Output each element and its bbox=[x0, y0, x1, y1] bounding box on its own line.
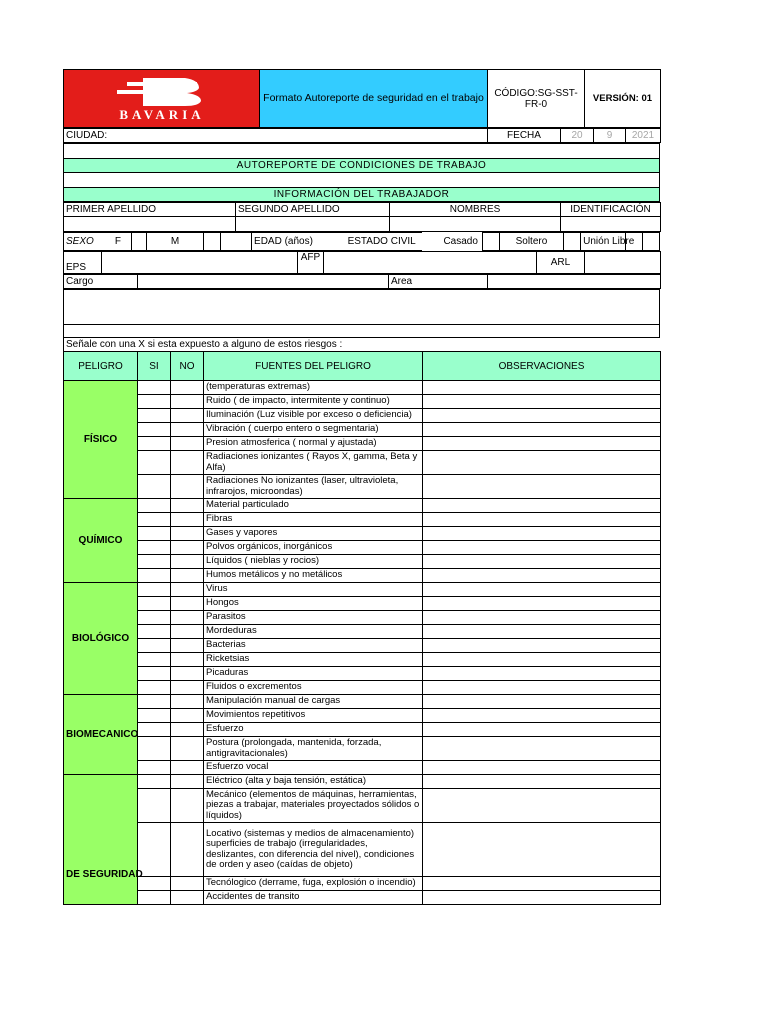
yes-cell[interactable] bbox=[138, 761, 171, 775]
yes-cell[interactable] bbox=[138, 437, 171, 451]
hazard-row bbox=[64, 381, 661, 395]
hazard-row bbox=[64, 639, 661, 653]
hazard-source: Bacterias bbox=[204, 639, 423, 653]
worker-section-title: INFORMACIÓN DEL TRABAJADOR bbox=[64, 188, 660, 202]
no-cell[interactable] bbox=[171, 499, 204, 513]
yes-cell[interactable] bbox=[138, 891, 171, 905]
hazard-row bbox=[64, 891, 661, 905]
no-cell[interactable] bbox=[171, 513, 204, 527]
form-header bbox=[63, 69, 661, 128]
no-cell[interactable] bbox=[171, 709, 204, 723]
col-header-yes: SI bbox=[138, 352, 171, 381]
hazard-row bbox=[64, 681, 661, 695]
observation-cell[interactable] bbox=[423, 381, 661, 395]
no-cell[interactable] bbox=[171, 695, 204, 709]
hazard-source: Esfuerzo vocal bbox=[204, 761, 423, 775]
hazard-source: Vibración ( cuerpo entero o segmentaria) bbox=[204, 423, 423, 437]
col-header-hazard: PELIGRO bbox=[64, 352, 138, 381]
bavaria-logo-icon bbox=[67, 70, 257, 124]
yes-cell[interactable] bbox=[138, 723, 171, 737]
sex-f-label: F bbox=[105, 233, 131, 251]
names-field[interactable] bbox=[390, 217, 561, 232]
city-label: CIUDAD: bbox=[64, 129, 488, 143]
yes-cell[interactable] bbox=[138, 597, 171, 611]
civil-status-label: ESTADO CIVIL bbox=[346, 233, 423, 251]
no-cell[interactable] bbox=[171, 639, 204, 653]
yes-cell[interactable] bbox=[138, 667, 171, 681]
observation-cell[interactable] bbox=[423, 761, 661, 775]
sex-f-checkbox[interactable] bbox=[131, 233, 146, 251]
no-cell[interactable] bbox=[171, 541, 204, 555]
observation-cell[interactable] bbox=[423, 709, 661, 723]
no-cell[interactable] bbox=[171, 625, 204, 639]
yes-cell[interactable] bbox=[138, 513, 171, 527]
hazard-row bbox=[64, 513, 661, 527]
second-surname-label: SEGUNDO APELLIDO bbox=[236, 203, 390, 217]
yes-cell[interactable] bbox=[138, 541, 171, 555]
blank-block bbox=[63, 289, 660, 338]
first-surname-label: PRIMER APELLIDO bbox=[64, 203, 236, 217]
hazard-source: Material particulado bbox=[204, 499, 423, 513]
yes-cell[interactable] bbox=[138, 527, 171, 541]
hazard-source: Locativo (sistemas y medios de almacenamiento) superficies de trabajo (irregularidades, deslizantes, con diferencia del nivel), condiciones de orden y aseo (caídas de objeto) bbox=[204, 823, 423, 877]
observation-cell[interactable] bbox=[423, 695, 661, 709]
hazard-row bbox=[64, 737, 661, 761]
position-label: Cargo bbox=[64, 275, 138, 289]
yes-cell[interactable] bbox=[138, 381, 171, 395]
form-title: Formato Autoreporte de seguridad en el trabajo bbox=[260, 70, 488, 128]
no-cell[interactable] bbox=[171, 555, 204, 569]
hazard-row bbox=[64, 527, 661, 541]
observation-cell[interactable] bbox=[423, 475, 661, 499]
observation-cell[interactable] bbox=[423, 611, 661, 625]
identification-field[interactable] bbox=[561, 217, 661, 232]
single-label: Soltero bbox=[500, 233, 563, 251]
area-label: Area bbox=[389, 275, 488, 289]
observation-cell[interactable] bbox=[423, 583, 661, 597]
city-date-row bbox=[63, 128, 661, 143]
position-field[interactable] bbox=[138, 275, 389, 289]
no-cell[interactable] bbox=[171, 891, 204, 905]
no-cell[interactable] bbox=[171, 611, 204, 625]
observation-cell[interactable] bbox=[423, 527, 661, 541]
age-label: EDAD (años) bbox=[252, 233, 346, 251]
hazard-row bbox=[64, 583, 661, 597]
hazard-source: Líquidos ( nieblas y rocios) bbox=[204, 555, 423, 569]
observation-cell[interactable] bbox=[423, 513, 661, 527]
observation-cell[interactable] bbox=[423, 597, 661, 611]
hazard-row bbox=[64, 597, 661, 611]
worker-names-table bbox=[63, 202, 661, 232]
yes-cell[interactable] bbox=[138, 737, 171, 761]
observation-cell[interactable] bbox=[423, 569, 661, 583]
married-checkbox[interactable] bbox=[482, 233, 499, 251]
observation-cell[interactable] bbox=[423, 437, 661, 451]
afp-label: AFP bbox=[298, 252, 324, 274]
sex-m-checkbox[interactable] bbox=[203, 233, 220, 251]
no-cell[interactable] bbox=[171, 723, 204, 737]
no-cell[interactable] bbox=[171, 437, 204, 451]
brand-text: BAVARIA bbox=[118, 107, 205, 122]
hazard-row bbox=[64, 569, 661, 583]
date-day[interactable]: 20 bbox=[561, 129, 594, 143]
hazard-source: Accidentes de transito bbox=[204, 891, 423, 905]
hazard-row bbox=[64, 789, 661, 823]
no-cell[interactable] bbox=[171, 409, 204, 423]
yes-cell[interactable] bbox=[138, 653, 171, 667]
hazard-row bbox=[64, 709, 661, 723]
hazard-row bbox=[64, 437, 661, 451]
yes-cell[interactable] bbox=[138, 499, 171, 513]
date-month[interactable]: 9 bbox=[594, 129, 626, 143]
no-cell[interactable] bbox=[171, 761, 204, 775]
observation-cell[interactable] bbox=[423, 639, 661, 653]
yes-cell[interactable] bbox=[138, 639, 171, 653]
hazard-source: Picaduras bbox=[204, 667, 423, 681]
hazard-row bbox=[64, 499, 661, 513]
notes-field[interactable] bbox=[64, 290, 660, 325]
no-cell[interactable] bbox=[171, 877, 204, 891]
observation-cell[interactable] bbox=[423, 775, 661, 789]
observation-cell[interactable] bbox=[423, 891, 661, 905]
yes-cell[interactable] bbox=[138, 775, 171, 789]
hazard-row bbox=[64, 451, 661, 475]
no-cell[interactable] bbox=[171, 381, 204, 395]
yes-cell[interactable] bbox=[138, 583, 171, 597]
hazard-source: Radiaciones No ionizantes (laser, ultravioleta, infrarojos, microondas) bbox=[204, 475, 423, 499]
area-field[interactable] bbox=[488, 275, 661, 289]
no-cell[interactable] bbox=[171, 667, 204, 681]
section-title: AUTOREPORTE DE CONDICIONES DE TRABAJO bbox=[64, 159, 660, 173]
blank-row bbox=[64, 325, 660, 338]
no-cell[interactable] bbox=[171, 569, 204, 583]
observation-cell[interactable] bbox=[423, 625, 661, 639]
yes-cell[interactable] bbox=[138, 395, 171, 409]
hazard-source: Gases y vapores bbox=[204, 527, 423, 541]
hazard-source: Iluminación (Luz visible por exceso o deficiencia) bbox=[204, 409, 423, 423]
no-cell[interactable] bbox=[171, 451, 204, 475]
col-header-no: NO bbox=[171, 352, 204, 381]
brand-logo bbox=[64, 70, 260, 128]
hazard-row bbox=[64, 541, 661, 555]
observation-cell[interactable] bbox=[423, 667, 661, 681]
no-cell[interactable] bbox=[171, 653, 204, 667]
hazard-row bbox=[64, 723, 661, 737]
date-year[interactable]: 2021 bbox=[626, 129, 661, 143]
free-union-label: Unión Libre bbox=[581, 233, 626, 251]
hazard-source: Mordeduras bbox=[204, 625, 423, 639]
worker-position-row bbox=[63, 274, 661, 289]
section-block bbox=[63, 143, 660, 202]
category-seguridad: DE SEGURIDAD bbox=[64, 775, 138, 905]
spacer-cell bbox=[422, 233, 439, 251]
observation-cell[interactable] bbox=[423, 555, 661, 569]
hazard-row bbox=[64, 475, 661, 499]
hazard-table bbox=[63, 351, 661, 905]
yes-cell[interactable] bbox=[138, 625, 171, 639]
observation-cell[interactable] bbox=[423, 723, 661, 737]
category-biomecanico: BIOMECANICO bbox=[64, 695, 138, 775]
observation-cell[interactable] bbox=[423, 541, 661, 555]
yes-cell[interactable] bbox=[138, 709, 171, 723]
yes-cell[interactable] bbox=[138, 423, 171, 437]
hazard-source: Hongos bbox=[204, 597, 423, 611]
hazard-row bbox=[64, 625, 661, 639]
arl-label: ARL bbox=[537, 252, 585, 274]
hazard-source: Polvos orgánicos, inorgánicos bbox=[204, 541, 423, 555]
worker-sex-row bbox=[63, 232, 660, 251]
blank-row bbox=[64, 144, 660, 159]
hazard-row bbox=[64, 761, 661, 775]
second-surname-field[interactable] bbox=[236, 217, 390, 232]
spacer-cell bbox=[221, 233, 252, 251]
form-sheet bbox=[63, 69, 660, 905]
arl-field[interactable] bbox=[585, 252, 661, 274]
hazard-row bbox=[64, 395, 661, 409]
afp-field[interactable] bbox=[324, 252, 537, 274]
names-label: NOMBRES bbox=[390, 203, 561, 217]
yes-cell[interactable] bbox=[138, 611, 171, 625]
hazard-source: Movimientos repetitivos bbox=[204, 709, 423, 723]
yes-cell[interactable] bbox=[138, 695, 171, 709]
date-label: FECHA bbox=[488, 129, 561, 143]
hazard-source: Esfuerzo bbox=[204, 723, 423, 737]
yes-cell[interactable] bbox=[138, 681, 171, 695]
hazard-source: Fluidos o excrementos bbox=[204, 681, 423, 695]
hazard-source: Fibras bbox=[204, 513, 423, 527]
separated-checkbox[interactable] bbox=[643, 233, 660, 251]
hazard-source: Humos metálicos y no metálicos bbox=[204, 569, 423, 583]
hazard-row bbox=[64, 409, 661, 423]
hazard-row bbox=[64, 423, 661, 437]
yes-cell[interactable] bbox=[138, 475, 171, 499]
hazard-row bbox=[64, 653, 661, 667]
col-header-sources: FUENTES DEL PELIGRO bbox=[204, 352, 423, 381]
hazard-source: Postura (prolongada, mantenida, forzada, antigravitacionales) bbox=[204, 737, 423, 761]
yes-cell[interactable] bbox=[138, 451, 171, 475]
observation-cell[interactable] bbox=[423, 653, 661, 667]
hazard-row bbox=[64, 667, 661, 681]
hazard-row bbox=[64, 695, 661, 709]
eps-field[interactable] bbox=[102, 252, 298, 274]
no-cell[interactable] bbox=[171, 475, 204, 499]
no-cell[interactable] bbox=[171, 395, 204, 409]
yes-cell[interactable] bbox=[138, 569, 171, 583]
observation-cell[interactable] bbox=[423, 499, 661, 513]
instruction-row bbox=[63, 338, 660, 351]
hazard-source: Presion atmosferica ( normal y ajustada) bbox=[204, 437, 423, 451]
no-cell[interactable] bbox=[171, 737, 204, 761]
identification-label: IDENTIFICACIÓN bbox=[561, 203, 661, 217]
single-checkbox[interactable] bbox=[563, 233, 580, 251]
no-cell[interactable] bbox=[171, 823, 204, 877]
hazard-source: Mecánico (elementos de máquinas, herramientas, piezas a trabajar, materiales proyectados sólidos o líquidos) bbox=[204, 789, 423, 823]
no-cell[interactable] bbox=[171, 597, 204, 611]
yes-cell[interactable] bbox=[138, 555, 171, 569]
hazard-row bbox=[64, 823, 661, 877]
observation-cell[interactable] bbox=[423, 789, 661, 823]
instruction-text: Señale con una X si esta expuesto a alguno de estos riesgos : bbox=[64, 338, 661, 351]
hazard-row bbox=[64, 877, 661, 891]
hazard-source: Radiaciones ionizantes ( Rayos X, gamma, Beta y Alfa) bbox=[204, 451, 423, 475]
col-header-observations: OBSERVACIONES bbox=[423, 352, 661, 381]
observation-cell[interactable] bbox=[423, 395, 661, 409]
hazard-row bbox=[64, 775, 661, 789]
hazard-source: Tecnólogico (derrame, fuga, explosión o incendio) bbox=[204, 877, 423, 891]
no-cell[interactable] bbox=[171, 583, 204, 597]
no-cell[interactable] bbox=[171, 681, 204, 695]
hazard-source: (temperaturas extremas) bbox=[204, 381, 423, 395]
blank-row bbox=[64, 173, 660, 188]
observation-cell[interactable] bbox=[423, 681, 661, 695]
hazard-source: Ricketsias bbox=[204, 653, 423, 667]
form-version: VERSIÓN: 01 bbox=[585, 70, 661, 128]
hazard-row bbox=[64, 555, 661, 569]
worker-eps-row bbox=[63, 251, 661, 274]
yes-cell[interactable] bbox=[138, 409, 171, 423]
observation-cell[interactable] bbox=[423, 877, 661, 891]
first-surname-field[interactable] bbox=[64, 217, 236, 232]
hazard-row bbox=[64, 611, 661, 625]
no-cell[interactable] bbox=[171, 775, 204, 789]
no-cell[interactable] bbox=[171, 527, 204, 541]
observation-cell[interactable] bbox=[423, 737, 661, 761]
hazard-source: Virus bbox=[204, 583, 423, 597]
category-biologico: BIOLÓGICO bbox=[64, 583, 138, 695]
hazard-source: Eléctrico (alta y baja tensión, estática) bbox=[204, 775, 423, 789]
observation-cell[interactable] bbox=[423, 409, 661, 423]
category-fisico: FÍSICO bbox=[64, 381, 138, 499]
sex-m-label: M bbox=[147, 233, 204, 251]
observation-cell[interactable] bbox=[423, 823, 661, 877]
no-cell[interactable] bbox=[171, 789, 204, 823]
hazard-source: Ruido ( de impacto, intermitente y continuo) bbox=[204, 395, 423, 409]
hazard-source: Manipulación manual de cargas bbox=[204, 695, 423, 709]
category-quimico: QUÍMICO bbox=[64, 499, 138, 583]
hazard-source: Parasitos bbox=[204, 611, 423, 625]
married-label: Casado bbox=[443, 236, 478, 247]
no-cell[interactable] bbox=[171, 423, 204, 437]
observation-cell[interactable] bbox=[423, 451, 661, 475]
form-code: CÓDIGO:SG-SST-FR-0 bbox=[488, 70, 585, 128]
observation-cell[interactable] bbox=[423, 423, 661, 437]
yes-cell[interactable] bbox=[138, 789, 171, 823]
eps-label: EPS bbox=[64, 252, 102, 274]
sex-label: SEXO bbox=[64, 233, 106, 251]
